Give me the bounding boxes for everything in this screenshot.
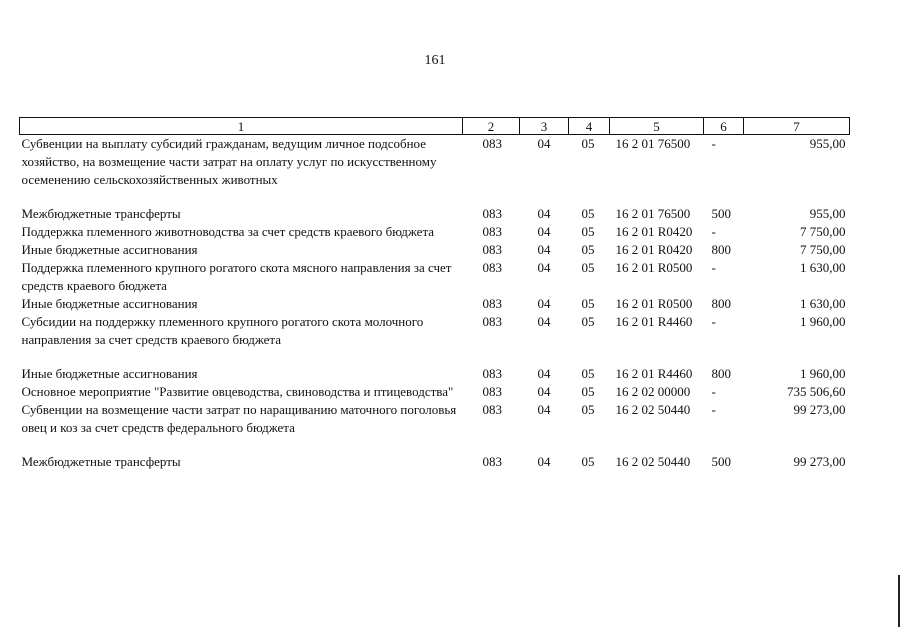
row-code-6: - bbox=[711, 402, 716, 417]
row-name: Субвенции на возмещение части затрат по наращиванию маточного поголовья овец и коз за счет средств федерального бюджета bbox=[21, 402, 457, 435]
table-row bbox=[20, 241, 850, 259]
row-code-4: 05 bbox=[581, 366, 595, 381]
row-name: Иные бюджетные ассигнования bbox=[21, 366, 198, 381]
row-code-6: - bbox=[711, 260, 716, 275]
row-code-3: 04 bbox=[537, 224, 551, 239]
row-amount: 1 630,00 bbox=[800, 296, 846, 311]
row-code-5: 16 2 01 R0500 bbox=[615, 296, 693, 311]
table-row bbox=[20, 223, 850, 241]
row-code-4: 05 bbox=[581, 224, 595, 239]
row-code-2: 083 bbox=[482, 454, 502, 469]
column-header-3: 3 bbox=[520, 118, 569, 135]
row-code-5: 16 2 01 76500 bbox=[615, 206, 691, 221]
budget-table bbox=[19, 117, 850, 471]
row-code-3: 04 bbox=[537, 314, 551, 329]
table-row bbox=[20, 205, 850, 223]
row-name: Поддержка племенного животноводства за счет средств краевого бюджета bbox=[21, 224, 435, 239]
row-code-2: 083 bbox=[482, 242, 502, 257]
row-code-4: 05 bbox=[581, 296, 595, 311]
row-code-4: 05 bbox=[581, 402, 595, 417]
row-amount: 1 960,00 bbox=[800, 314, 846, 329]
row-name: Иные бюджетные ассигнования bbox=[21, 242, 198, 257]
table-row bbox=[20, 295, 850, 313]
row-code-2: 083 bbox=[482, 384, 502, 399]
row-code-5: 16 2 01 R0500 bbox=[615, 260, 693, 275]
row-amount: 955,00 bbox=[809, 206, 846, 221]
row-code-5: 16 2 01 R0420 bbox=[615, 224, 693, 239]
row-spacer bbox=[20, 189, 850, 205]
row-code-5: 16 2 02 50440 bbox=[615, 454, 691, 469]
table-row bbox=[20, 383, 850, 401]
row-code-4: 05 bbox=[581, 314, 595, 329]
row-code-4: 05 bbox=[581, 384, 595, 399]
table-row bbox=[20, 365, 850, 383]
row-amount: 955,00 bbox=[809, 136, 846, 151]
scan-edge-line bbox=[898, 575, 900, 627]
row-amount: 7 750,00 bbox=[800, 224, 846, 239]
row-name: Основное мероприятие "Развитие овцеводства, свиноводства и птицеводства" bbox=[21, 384, 454, 399]
row-code-6: - bbox=[711, 314, 716, 329]
row-code-2: 083 bbox=[482, 314, 502, 329]
row-code-6: 800 bbox=[711, 366, 731, 381]
column-header-7: 7 bbox=[744, 118, 850, 135]
row-code-6: 800 bbox=[711, 242, 731, 257]
row-name: Субвенции на выплату субсидий гражданам, ведущим личное подсобное хозяйство, на возмещение части затрат на оплату услуг по искусственному осеменению сельскохозяйственных животных bbox=[21, 136, 437, 187]
row-amount: 7 750,00 bbox=[800, 242, 846, 257]
column-header-6: 6 bbox=[704, 118, 744, 135]
row-name: Межбюджетные трансферты bbox=[21, 454, 181, 469]
row-code-2: 083 bbox=[482, 260, 502, 275]
row-amount: 735 506,60 bbox=[787, 384, 846, 399]
row-code-5: 16 2 02 00000 bbox=[615, 384, 691, 399]
row-code-4: 05 bbox=[581, 454, 595, 469]
row-code-5: 16 2 01 76500 bbox=[615, 136, 691, 151]
row-code-2: 083 bbox=[482, 206, 502, 221]
table-row bbox=[20, 453, 850, 471]
row-code-2: 083 bbox=[482, 296, 502, 311]
column-header-1: 1 bbox=[20, 118, 463, 135]
column-header-5: 5 bbox=[610, 118, 704, 135]
row-code-2: 083 bbox=[482, 402, 502, 417]
row-name: Иные бюджетные ассигнования bbox=[21, 296, 198, 311]
row-amount: 1 960,00 bbox=[800, 366, 846, 381]
row-code-5: 16 2 02 50440 bbox=[615, 402, 691, 417]
row-code-3: 04 bbox=[537, 384, 551, 399]
row-amount: 99 273,00 bbox=[793, 454, 846, 469]
row-code-2: 083 bbox=[482, 136, 502, 151]
page-number: 161 bbox=[424, 53, 446, 68]
row-code-5: 16 2 01 R0420 bbox=[615, 242, 693, 257]
row-amount: 1 630,00 bbox=[800, 260, 846, 275]
table-row bbox=[20, 401, 850, 437]
row-name: Субсидии на поддержку племенного крупного рогатого скота молочного направления за счет средств краевого бюджета bbox=[21, 314, 424, 347]
row-code-4: 05 bbox=[581, 260, 595, 275]
row-code-3: 04 bbox=[537, 206, 551, 221]
row-code-6: - bbox=[711, 384, 716, 399]
column-header-4: 4 bbox=[569, 118, 610, 135]
row-code-3: 04 bbox=[537, 296, 551, 311]
row-code-6: - bbox=[711, 224, 716, 239]
row-code-6: - bbox=[711, 136, 716, 151]
row-code-5: 16 2 01 R4460 bbox=[615, 366, 693, 381]
table-row bbox=[20, 313, 850, 349]
row-code-3: 04 bbox=[537, 454, 551, 469]
row-code-2: 083 bbox=[482, 224, 502, 239]
row-code-6: 800 bbox=[711, 296, 731, 311]
table-header-row bbox=[20, 118, 850, 135]
row-code-3: 04 bbox=[537, 260, 551, 275]
row-name: Поддержка племенного крупного рогатого скота мясного направления за счет средств краевого бюджета bbox=[21, 260, 452, 293]
row-code-3: 04 bbox=[537, 136, 551, 151]
row-amount: 99 273,00 bbox=[793, 402, 846, 417]
row-spacer bbox=[20, 437, 850, 453]
row-code-4: 05 bbox=[581, 136, 595, 151]
row-spacer bbox=[20, 349, 850, 365]
table-row bbox=[20, 135, 850, 190]
column-header-2: 2 bbox=[463, 118, 520, 135]
row-code-3: 04 bbox=[537, 402, 551, 417]
row-name: Межбюджетные трансферты bbox=[21, 206, 181, 221]
row-code-4: 05 bbox=[581, 206, 595, 221]
row-code-5: 16 2 01 R4460 bbox=[615, 314, 693, 329]
row-code-3: 04 bbox=[537, 366, 551, 381]
table-row bbox=[20, 259, 850, 295]
row-code-6: 500 bbox=[711, 206, 731, 221]
row-code-6: 500 bbox=[711, 454, 731, 469]
row-code-4: 05 bbox=[581, 242, 595, 257]
row-code-3: 04 bbox=[537, 242, 551, 257]
row-code-2: 083 bbox=[482, 366, 502, 381]
